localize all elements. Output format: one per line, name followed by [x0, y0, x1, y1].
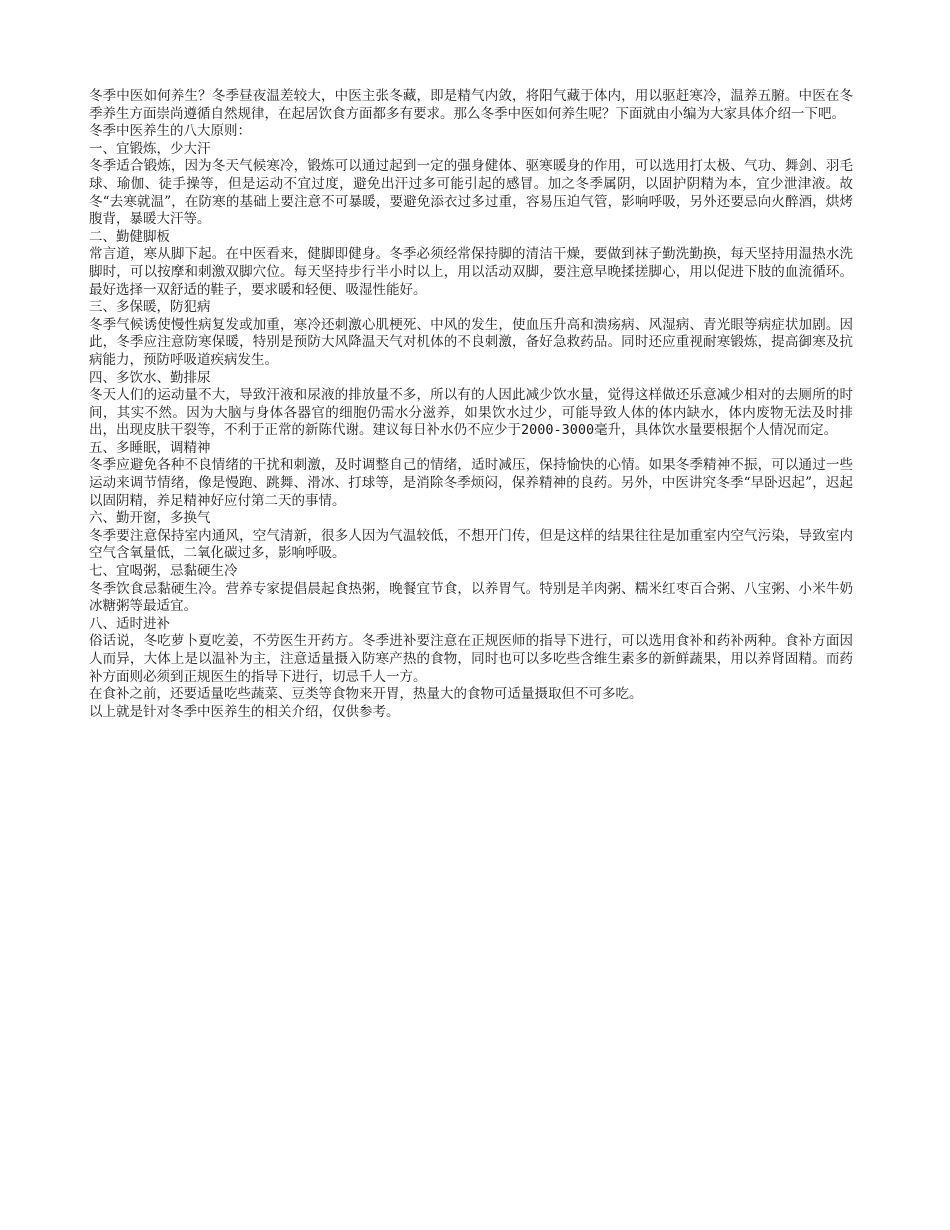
closing-paragraph: 以上就是针对冬季中医养生的相关介绍，仅供参考。: [89, 703, 400, 720]
section-heading-1: 一、宜锻炼，少大汗: [89, 140, 211, 157]
section-body-4-text: 冬天人们的运动量不大，导致汗液和尿液的排放量不多，所以有的人因此减少饮水量，觉得这样做还乐意减少相对的去厕所的时间，其实不然。因为大脑与身体各器官的细胞仍需水分滋养，如果饮水过少，可能导致人体的体内缺水，体内废物无法及时排出，出现皮肤干裂等，不利于正常的新陈代谢。建议每日补水仍不应少于: [89, 387, 853, 439]
section-heading-4: 四、多饮水、勤排尿: [89, 369, 211, 386]
section-heading-6: 六、勤开窗，多换气: [89, 510, 211, 527]
section-body-8: 俗话说，冬吃萝卜夏吃姜，不劳医生开药方。冬季进补要注意在正规医师的指导下进行，可以选用食补和药补两种。食补方面因人而异，大体上是以温补为主，注意适量摄入防寒产热的食物，同时也可以多吃些含维生素多的新鲜蔬果，用以养肾固精。而药补方面则必须到正规医生的指导下进行，切忌千人一方。: [89, 633, 853, 685]
list-title: 冬季中医养生的八大原则：: [89, 123, 251, 140]
extra-paragraph: 在食补之前，还要适量吃些蔬菜、豆类等食物来开胃，热量大的食物可适量摄取但不可多吃。: [89, 686, 643, 703]
section-body-3: 冬季气候诱使慢性病复发或加重，寒冷还刺激心肌梗死、中风的发生，使血压升高和溃疡病、风湿病、青光眼等病症状加剧。因此，冬季应注意防寒保暖，特别是预防大风降温天气对机体的不良刺激，备好急救药品。同时还应重视耐寒锻炼，提高御寒及抗病能力，预防呼吸道疾病发生。: [89, 316, 853, 368]
section-body-1: 冬季适合锻炼，因为冬天气候寒冷，锻炼可以通过起到一定的强身健体、驱寒暖身的作用，可以选用打太极、气功、舞剑、羽毛球、瑜伽、徒手操等，但是运动不宜过度，避免出汗过多可能引起的感冒。加之冬季属阴，以固护阴精为本，宜少泄津液。故冬“去寒就温”，在防寒的基础上要注意不可暴暖，要避免添衣过多过重，容易压迫气管，影响呼吸，另外还要忌向火醉酒，烘烤腹背，暴暖大汗等。: [89, 158, 853, 228]
section-heading-3: 三、多保暖，防犯病: [89, 299, 211, 316]
intro-paragraph: 冬季中医如何养生？冬季昼夜温差较大，中医主张冬藏，即是精气内敛，将阳气藏于体内，用以驱赶寒冷，温养五腑。中医在冬季养生方面崇尚遵循自然规律，在起居饮食方面都多有要求。那么冬季中医如何养生呢？下面就由小编为大家具体介绍一下吧。: [89, 88, 853, 122]
section-heading-7: 七、宜喝粥，忌黏硬生冷: [89, 563, 238, 580]
section-body-4: [89, 387, 853, 440]
section-body-2: 常言道，寒从脚下起。在中医看来，健脚即健身。冬季必须经常保持脚的清洁干燥，要做到袜子勤洗勤换，每天坚持用温热水洗脚时，可以按摩和刺激双脚穴位。每天坚持步行半小时以上，用以活动双脚，要注意早晚揉搓脚心，用以促进下肢的血流循环。最好选择一双舒适的鞋子，要求暖和轻便、吸湿性能好。: [89, 246, 853, 298]
water-amount: 2000-3000: [521, 422, 595, 439]
section-heading-2: 二、勤健脚板: [89, 228, 170, 245]
section-body-7: 冬季饮食忌黏硬生冷。营养专家提倡晨起食热粥，晚餐宜节食，以养胃气。特别是羊肉粥、糯米红枣百合粥、八宝粥、小米牛奶冰糖粥等最适宜。: [89, 580, 853, 615]
section-body-5: 冬季应避免各种不良情绪的干扰和刺激，及时调整自己的情绪，适时减压，保持愉快的心情。如果冬季精神不振，可以通过一些运动来调节情绪，像是慢跑、跳舞、滑冰、打球等，是消除冬季烦闷，保养精神的良药。另外，中医讲究冬季“早卧迟起”，迟起以固阴精，养足精神好应付第二天的事情。: [89, 457, 853, 509]
section-heading-8: 八、适时进补: [89, 615, 170, 632]
section-body-4-text-end: 毫升，具体饮水量要根据个人情况而定。: [594, 422, 838, 439]
section-heading-5: 五、多睡眠，调精神: [89, 439, 211, 456]
section-body-6: 冬季要注意保持室内通风，空气清新，很多人因为气温较低，不想开门传，但是这样的结果往往是加重室内空气污染，导致室内空气含氧量低，二氧化碳过多，影响呼吸。: [89, 527, 853, 562]
article: [89, 88, 853, 721]
